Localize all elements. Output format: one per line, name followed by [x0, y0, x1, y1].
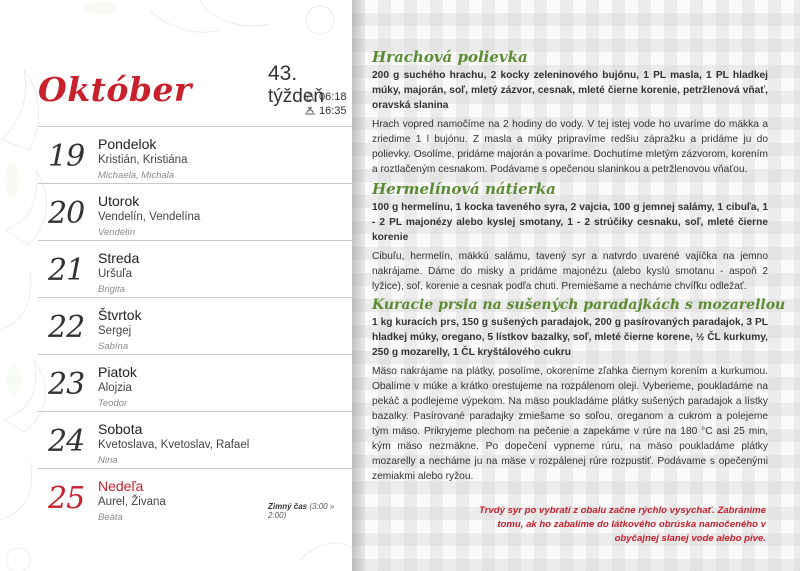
recipe-title: Hrachová polievka: [372, 48, 528, 66]
day-row: [38, 297, 352, 354]
page-fold-shadow: [352, 0, 366, 571]
day-name: Nedeľa: [98, 478, 144, 494]
day-number: 25: [48, 481, 85, 516]
name-day-other: Nina: [98, 455, 118, 466]
day-name: Pondelok: [98, 136, 157, 152]
time-change-label: Zimný čas: [268, 502, 308, 511]
name-day-other: Michaela, Michala: [98, 170, 175, 181]
recipe-ingredients: 1 kg kuracích prs, 150 g sušených paradajok, 200 g pasírovaných paradajok, 3 PL hladkej múky, oregano, 5 lístkov bazalky, soľ, mleté čierne korene, ½ ČL kurkumy, 250 g mozarelly, 1 ČL kryštálového cukru: [372, 317, 768, 358]
recipe-steps: Mäso nakrájame na plátky, posolíme, okoreníme zľahka čiernym korením a kurkumou. Obalíme v múke a krátko orestujeme na rozpálenom oleji. Vyberieme, poukladáme na pekáč a podlejeme výpekom. Na mäso poukladáme plátky sušených paradajok a lístky bazalky. Pasírované paradajky zmiešame so soľou, oreganom a cukrom a polejeme tým mäso. Prikryjeme plechom na pečenie a zapekáme v rúre na 180 °C asi 25 min, kým mäso nezmäkne. Po dopečení vypneme rúru, na mäso poukladáme plátky mozarelly a necháme ju na mäse v rozpálenej rúre rozpustiť. Podávame s opečenými zemiakmi alebo ryžou.: [372, 366, 768, 482]
day-number: 22: [48, 310, 85, 345]
name-day-other: Vendelín: [98, 227, 136, 238]
time-change-detail: (3:00 » 2:00): [268, 502, 335, 520]
day-number: 20: [48, 196, 85, 231]
sunrise-time: [304, 91, 347, 104]
recipe: [372, 180, 768, 294]
day-row: [38, 240, 352, 297]
week-label: týždeň: [268, 86, 324, 107]
sunrise-icon: [304, 92, 316, 101]
recipe-steps: Cibuľu, hermelín, mäkkú salámu, tavený syr a natvrdo uvarené vajíčka na jemno nakrájame. Dáme do misky a pridáme majonézu (alebo kyslú smotanu - aspoň 2 lyžice), soľ, korenie a cesnak podľa chuti. Premiešame a necháme chvíľku odležať.: [372, 251, 768, 292]
day-list: [38, 126, 352, 525]
kitchen-tip: Trvdý syr po vybratí z obalu začne rýchlo vysychať. Zabránime tomu, ak ho zabalíme do látkového obrúska namočeného v obyčajnej slanej vode alebo pive.: [478, 505, 766, 544]
sunset-time: [304, 105, 347, 118]
day-name: Piatok: [98, 364, 137, 380]
day-number: 24: [48, 424, 85, 459]
sunrise-value: 06:18: [319, 91, 347, 103]
name-day: Kristián, Kristiána: [98, 154, 188, 166]
day-row: [38, 126, 352, 183]
recipe: [372, 297, 786, 484]
day-number: 21: [48, 253, 85, 288]
day-row: [38, 183, 352, 240]
day-number: 19: [48, 139, 85, 174]
day-number: 23: [48, 367, 85, 402]
day-name: Utorok: [98, 193, 140, 209]
day-row: [38, 354, 352, 411]
name-day: Sergej: [98, 325, 132, 337]
day-row: [38, 411, 352, 468]
month-title: Október: [38, 70, 192, 109]
day-name: Sobota: [98, 421, 143, 437]
name-day: Kvetoslava, Kvetoslav, Rafael: [98, 439, 250, 451]
sunset-icon: [304, 106, 316, 115]
sunset-value: 16:35: [319, 105, 347, 117]
name-day: Vendelín, Vendelína: [98, 211, 201, 223]
recipe: [372, 48, 768, 177]
name-day-other: Teodor: [98, 398, 128, 409]
calendar-page: [0, 0, 352, 571]
time-change-note: [268, 502, 352, 520]
recipe-steps: Hrach vopred namočíme na 2 hodiny do vody. V tej istej vode ho uvaríme do mäkka a zriedime 1 l bujónu. Z masla a múky pripravíme redšiu zápražku a pridáme ju do polievky. Osolíme, pridáme majorán a povaríme. Dochutíme mletým zázvorom, korením a roztlačeným cesnakom. Podávame s opečenou slaninkou a petržlenovou vňaťou.: [372, 119, 768, 175]
day-name: Streda: [98, 250, 140, 266]
recipe-title: Hermelínová nátierka: [372, 180, 556, 198]
name-day: Alojzia: [98, 382, 132, 394]
recipe-ingredients: 200 g suchého hrachu, 2 kocky zeleninového bujónu, 1 PL masla, 1 PL hladkej múky, majorán, soľ, mletý zázvor, cesnak, mleté čierne korenie, petržlenová vňať, oravská slanina: [372, 70, 768, 111]
name-day: Aurel, Živana: [98, 496, 166, 508]
name-day-other: Beáta: [98, 512, 123, 523]
name-day: Uršuľa: [98, 268, 133, 280]
recipe-title: Kuracie prsia na sušených paradajkách s mozarellou: [372, 297, 786, 313]
day-name: Štvrtok: [98, 307, 142, 323]
recipes-content: [372, 48, 786, 487]
name-day-other: Sabína: [98, 341, 129, 352]
recipes-page: [352, 0, 800, 571]
week-number: 43.: [268, 62, 298, 85]
recipe-ingredients: 100 g hermelínu, 1 kocka taveného syra, 2 vajcia, 100 g jemnej salámy, 1 cibuľa, 1 - 2 PL majonézy alebo kyslej smotany, 1 - 2 strúčiky cesnaku, soľ, mleté čierne korenie: [372, 202, 768, 243]
name-day-other: Brigita: [98, 284, 125, 295]
